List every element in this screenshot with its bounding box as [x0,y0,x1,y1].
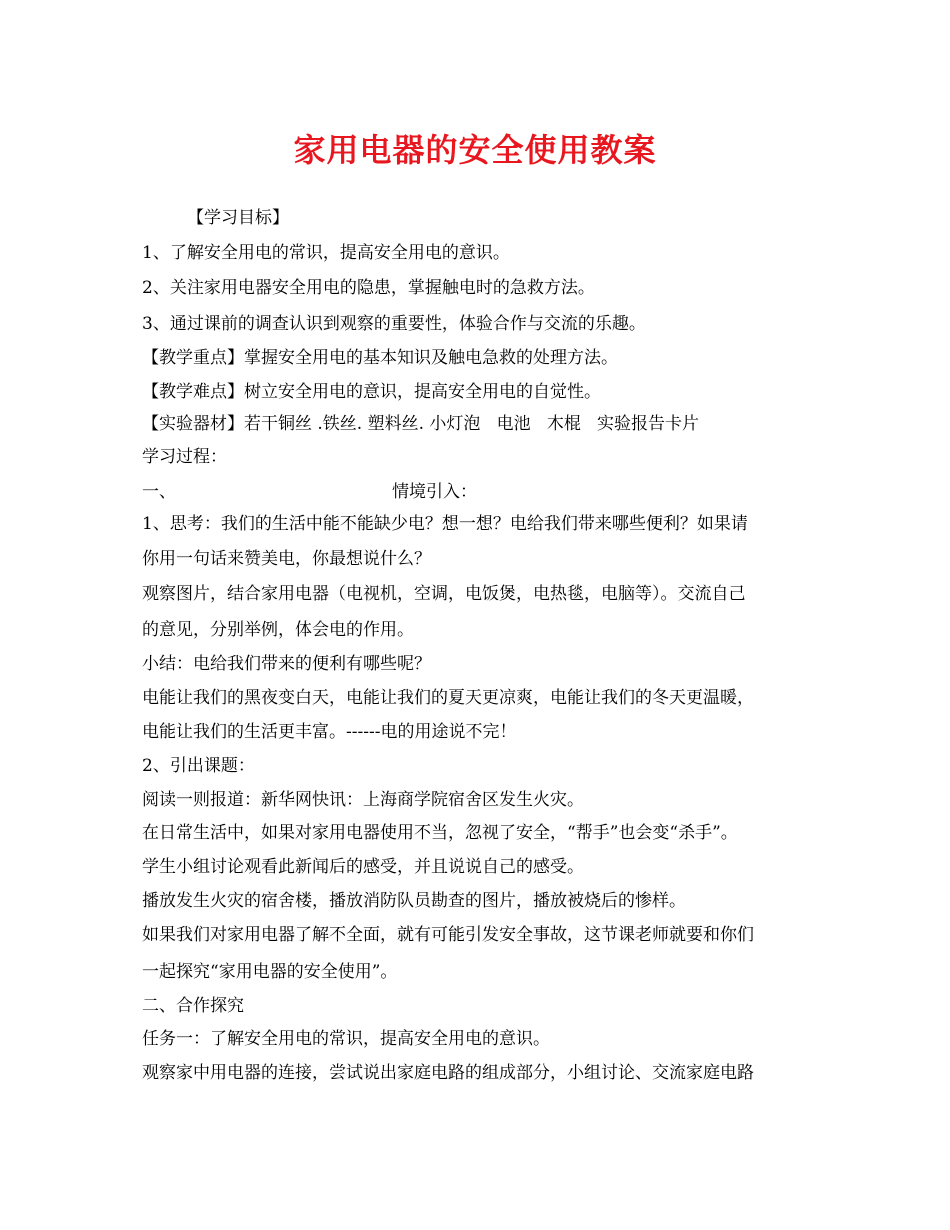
heading-learning-goals: 【学习目标】 [187,208,289,228]
lab-equipment: 【实验器材】若干铜丝 .铁丝. 塑料丝. 小灯泡 电池 木棍 实验报告卡片 [142,414,700,434]
teaching-focus: 【教学重点】掌握安全用电的基本知识及触电急救的处理方法。 [142,348,618,368]
goal-3: 3、通过课前的调查认识到观察的重要性，体验合作与交流的乐趣。 [142,314,646,334]
observe-circuit: 观察家中用电器的连接，尝试说出家庭电路的组成部分，小组讨论、交流家庭电路 [142,1063,754,1083]
section-two-heading: 二、合作探究 [142,996,244,1016]
learning-process-label: 学习过程： [142,447,227,467]
summary-line-1: 电能让我们的黑夜变白天，电能让我们的夏天更凉爽，电能让我们的冬天更温暖， [142,688,754,708]
news-report: 阅读一则报道：新华网快讯：上海商学院宿舍区发生火灾。 [142,790,584,810]
think-question-line-1: 1、思考：我们的生活中能不能缺少电？想一想？电给我们带来哪些便利？如果请 [142,514,748,534]
goal-2: 2、关注家用电器安全用电的隐患，掌握触电时的急救方法。 [142,278,595,298]
section-one-number: 一、 [142,482,176,502]
think-question-line-2: 你用一句话来赞美电，你最想说什么？ [142,549,431,569]
observe-line-2: 的意见，分别举例，体会电的作用。 [142,620,414,640]
summary-question: 小结：电给我们带来的便利有哪些呢？ [142,654,431,674]
section-one-heading [142,480,477,504]
task-one: 任务一：了解安全用电的常识，提高安全用电的意识。 [142,1029,550,1049]
introduce-topic: 2、引出课题： [142,756,255,776]
goal-1: 1、了解安全用电的常识，提高安全用电的意识。 [142,243,510,263]
observe-line-1: 观察图片，结合家用电器（电视机，空调，电饭煲，电热毯，电脑等）。交流自己 [142,584,746,604]
section-one-title: 情境引入： [392,482,477,502]
teaching-difficulty: 【教学难点】树立安全用电的意识，提高安全用电的自觉性。 [142,382,601,402]
group-discussion: 学生小组讨论观看此新闻后的感受，并且说说自己的感受。 [142,857,584,877]
explore-line-2: 一起探究“家用电器的安全使用”。 [142,962,398,982]
summary-line-2: 电能让我们的生活更丰富。------电的用途说不完！ [142,722,517,742]
explore-line-1: 如果我们对家用电器了解不全面，就有可能引发安全事故，这节课老师就要和你们 [142,925,754,945]
play-images: 播放发生火灾的宿舍楼，播放消防队员勘查的图片，播放被烧后的惨样。 [142,891,686,911]
daily-life-warning: 在日常生活中，如果对家用电器使用不当，忽视了安全，“帮手”也会变“杀手”。 [142,823,738,843]
document-title: 家用电器的安全使用教案 [293,131,657,169]
